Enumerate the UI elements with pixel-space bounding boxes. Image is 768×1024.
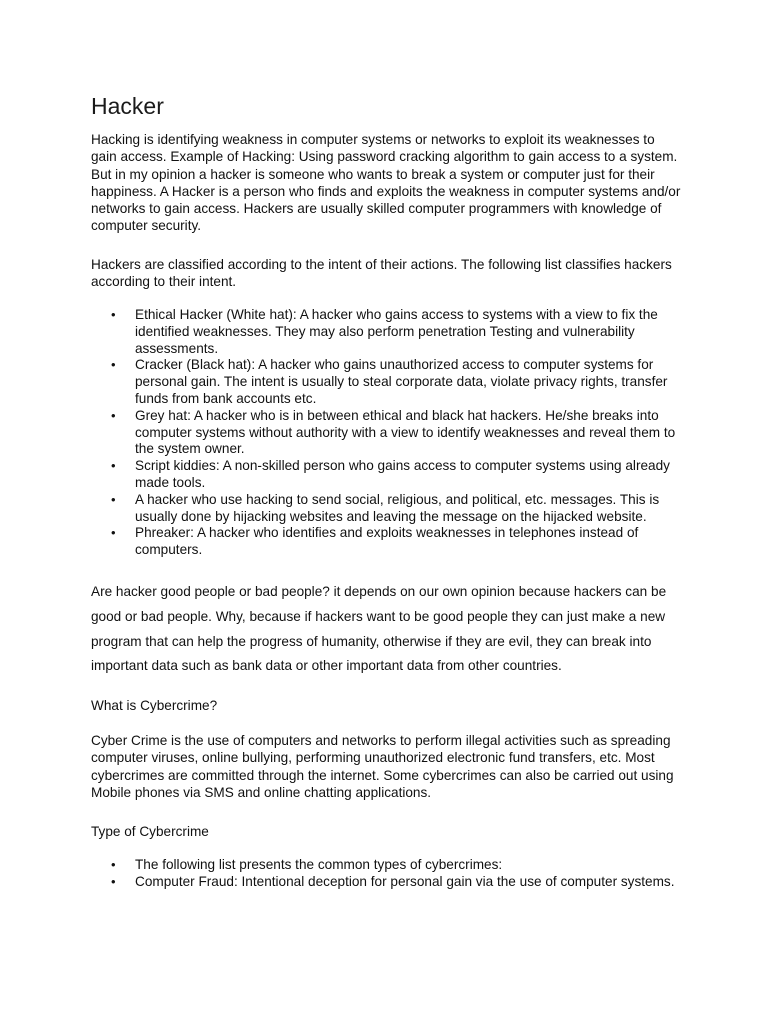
list-item (91, 857, 691, 874)
bullet-icon: • (111, 857, 116, 872)
list-item (91, 357, 691, 407)
list-item-text: Grey hat: A hacker who is in between ethical and black hat hackers. He/she breaks into computer systems without authority with a view to identify weaknesses and reveal them to the system owner. (135, 407, 676, 457)
list-item (91, 458, 691, 492)
list-item (91, 874, 691, 891)
bullet-icon: • (111, 873, 116, 889)
list-item-text: Ethical Hacker (White hat): A hacker who gains access to systems with a view to fix the identified weaknesses. They may also perform penetration Testing and vulnerability assessments. (135, 307, 658, 356)
hacker-types-list (91, 307, 691, 559)
list-item-text: The following list presents the common types of cybercrimes: (135, 857, 503, 872)
list-item (91, 307, 691, 357)
bullet-icon: • (111, 458, 116, 474)
page-title: Hacker (91, 93, 164, 119)
types-heading: Type of Cybercrime (91, 824, 209, 839)
cybercrime-paragraph: Cyber Crime is the use of computers and networks to perform illegal activities such as spreading computer viruses, online bullying, performing unauthorized electronic fund transfers, etc. Most cybercrimes are committed through the internet. Some cybercrimes can also be carried out using Mobile phones via SMS and online chatting applications. (91, 733, 674, 800)
bullet-icon: • (111, 307, 116, 322)
classification-intro-paragraph: Hackers are classified according to the intent of their actions. The following list classifies hackers according to their intent. (91, 257, 672, 290)
bullet-icon: • (111, 407, 116, 423)
bullet-icon: • (111, 357, 116, 373)
list-item-text: Computer Fraud: Intentional deception for personal gain via the use of computer systems. (135, 873, 675, 889)
opinion-paragraph: Are hacker good people or bad people? it depends on our own opinion because hackers can be good or bad people. Why, because if hackers want to be good people they can just make a new program that can help the progress of humanity, otherwise if they are evil, they can break into important data such as bank data or other important data from other countries. (91, 584, 667, 674)
list-item-text: Script kiddies: A non-skilled person who gains access to computer systems using already made tools. (135, 458, 670, 490)
list-item-text: A hacker who use hacking to send social, religious, and political, etc. messages. This is usually done by hijacking websites and leaving the message on the hijacked website. (135, 491, 660, 524)
bullet-icon: • (111, 525, 116, 541)
bullet-icon: • (111, 491, 116, 507)
cybercrime-types-list (91, 857, 691, 891)
list-item (91, 492, 691, 526)
list-item-text: Phreaker: A hacker who identifies and exploits weaknesses in telephones instead of computers. (135, 525, 639, 558)
list-item (91, 408, 691, 458)
list-item (91, 525, 691, 559)
list-item-text: Cracker (Black hat): A hacker who gains unauthorized access to computer systems for personal gain. The intent is usually to steal corporate data, violate privacy rights, transfer funds from bank accounts etc. (135, 357, 668, 406)
intro-paragraph: Hacking is identifying weakness in computer systems or networks to exploit its weaknesses to gain access. Example of Hacking: Using password cracking algorithm to gain access to a system. But in my opinion a hacker is someone who wants to break a system or computer just for their happiness. A Hacker is a person who finds and exploits the weakness in computer systems and/or networks to gain access. Hackers are usually skilled computer programmers with knowledge of computer security. (91, 132, 681, 234)
cybercrime-heading: What is Cybercrime? (91, 698, 218, 713)
